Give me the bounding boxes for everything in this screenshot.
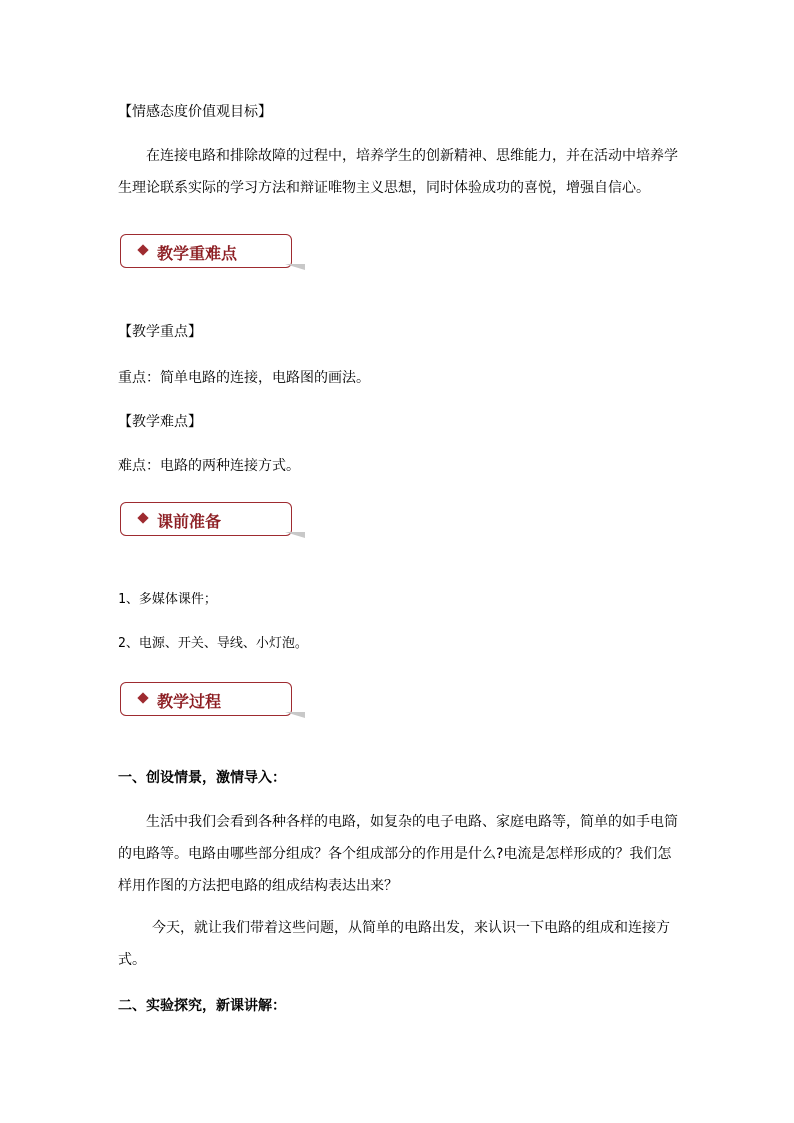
banner-shadow — [285, 532, 305, 538]
banner-shadow — [285, 712, 305, 718]
banner-title: 教学过程 — [157, 692, 222, 711]
preparation-item: 1、多媒体课件； — [118, 592, 217, 607]
focus-heading: 【教学重点】 — [118, 324, 202, 340]
banner-process — [120, 682, 292, 716]
affective-goal-heading: 【情感态度价值观目标】 — [118, 104, 272, 120]
banner-title: 教学重难点 — [157, 244, 238, 263]
diamond-bullet-icon — [137, 244, 148, 255]
diamond-bullet-icon — [137, 512, 148, 523]
intro-p1-line-1: 生活中我们会看到各种各样的电路，如复杂的电子电路、家庭电路等，简单的如手电筒 — [146, 814, 678, 830]
diamond-bullet-icon — [137, 692, 148, 703]
intro-p1-line-2: 的电路等。电路由哪些部分组成？各个组成部分的作用是什么?电流是怎样形成的？我们怎 — [118, 846, 672, 862]
section-1-title: 一、创设情景，激情导入： — [118, 770, 286, 786]
intro-p2-line-2: 式。 — [118, 952, 146, 968]
intro-p2-line-1: 今天，就让我们带着这些问题，从简单的电路出发，来认识一下电路的组成和连接方 — [152, 920, 670, 936]
section-2-title: 二、实验探究，新课讲解： — [118, 998, 286, 1014]
affective-goal-line-2: 生理论联系实际的学习方法和辩证唯物主义思想，同时体验成功的喜悦，增强自信心。 — [118, 180, 650, 196]
affective-goal-paragraph — [118, 140, 678, 204]
affective-goal-line-1: 在连接电路和排除故障的过程中，培养学生的创新精神、思维能力，并在活动中培养学 — [146, 148, 678, 164]
banner-preparation — [120, 502, 292, 536]
banner-shadow — [285, 264, 305, 270]
intro-paragraph-2 — [118, 912, 678, 976]
intro-paragraph-1 — [118, 806, 678, 902]
difficulty-heading: 【教学难点】 — [118, 414, 202, 430]
focus-text: 重点：简单电路的连接，电路图的画法。 — [118, 370, 370, 386]
banner-title: 课前准备 — [157, 512, 222, 531]
preparation-item: 2、电源、开关、导线、小灯泡。 — [118, 636, 308, 651]
difficulty-text: 难点：电路的两种连接方式。 — [118, 458, 300, 474]
intro-p1-line-3: 样用作图的方法把电路的组成结构表达出来？ — [118, 878, 398, 894]
banner-key-points — [120, 234, 292, 268]
